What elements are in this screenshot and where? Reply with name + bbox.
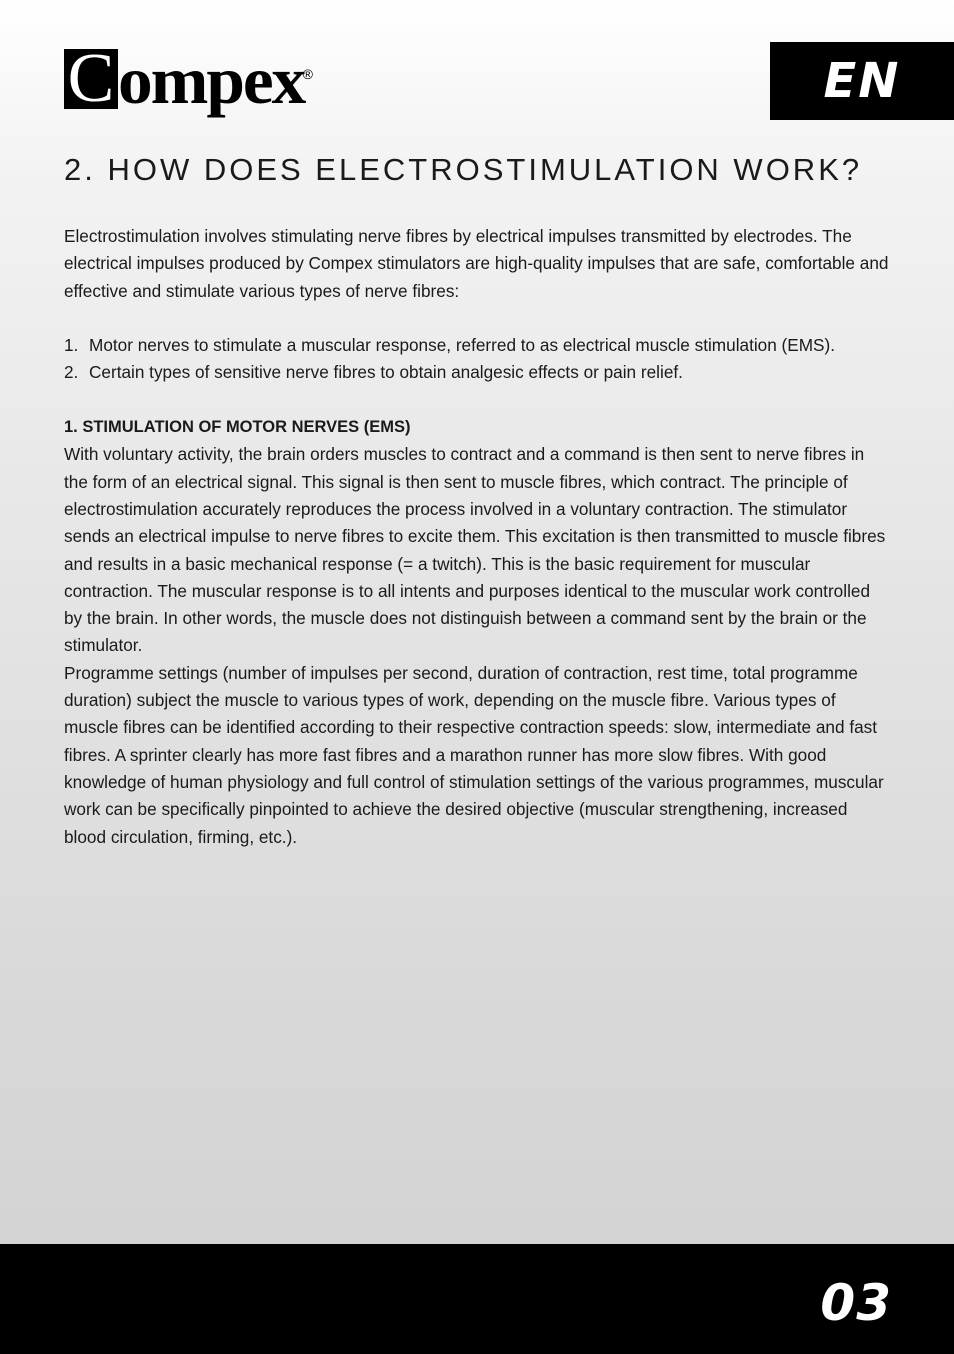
registered-mark: ® bbox=[302, 66, 313, 82]
section-paragraph-2: Programme settings (number of impulses per second, duration of contraction, rest time, total programme duration) subject the muscle to various types of work, depending on the muscle fibre. Various types of muscle fibres can be identified according to their respective contraction speeds: slow, intermediate and fast fibres. A sprinter clearly has more fast fibres and a marathon runner has more slow fibres. With good knowledge of human physiology and full control of stimulation settings of the various programmes, muscular work can be specifically pinpointed to achieve the desired objective (muscular strengthening, increased blood circulation, firming, etc.). bbox=[64, 662, 884, 847]
footer-bar bbox=[0, 1244, 954, 1354]
logo-wordmark: ompex bbox=[118, 42, 305, 118]
main-content bbox=[64, 223, 890, 851]
section-paragraph-1: With voluntary activity, the brain orders muscles to contract and a command is then sent to nerve fibres in the form of an electrical signal. This signal is then sent to muscle fibres, which contract. The principle of electrostimulation accurately reproduces the process involved in a voluntary contraction. The stimulator sends an electrical impulse to nerve fibres to excite them. This excitation is then transmitted to muscle fibres and results in a basic mechanical response (= a twitch). This is the basic requirement for muscular contraction. The muscular response is to all intents and purposes identical to the muscular work controlled by the brain. In other words, the muscle does not distinguish between a command sent by the brain or the stimulator. bbox=[64, 444, 886, 656]
spacer bbox=[64, 387, 890, 414]
list-number: 2. bbox=[64, 362, 79, 383]
intro-paragraph: Electrostimulation involves stimulating nerve fibres by electrical impulses transmitted by electrodes. The electrical impulses produced by Compex stimulators are high-quality impulses that are safe, comfortable and effective and stimulate various types of nerve fibres: bbox=[64, 226, 889, 301]
compex-logo bbox=[64, 42, 313, 120]
section-heading: 1. STIMULATION OF MOTOR NERVES (EMS) bbox=[64, 418, 411, 437]
list-text: Motor nerves to stimulate a muscular response, referred to as electrical muscle stimulation (EMS). bbox=[89, 335, 836, 356]
page-title: 2. HOW DOES ELECTROSTIMULATION WORK? bbox=[64, 152, 863, 187]
language-badge: EN bbox=[770, 42, 954, 120]
list-item bbox=[64, 332, 890, 359]
spacer bbox=[64, 305, 890, 332]
list-item bbox=[64, 359, 890, 386]
logo-initial: C bbox=[64, 49, 118, 109]
list-text: Certain types of sensitive nerve fibres to obtain analgesic effects or pain relief. bbox=[89, 362, 683, 383]
list-number: 1. bbox=[64, 335, 79, 356]
page-number: 03 bbox=[820, 1274, 892, 1332]
